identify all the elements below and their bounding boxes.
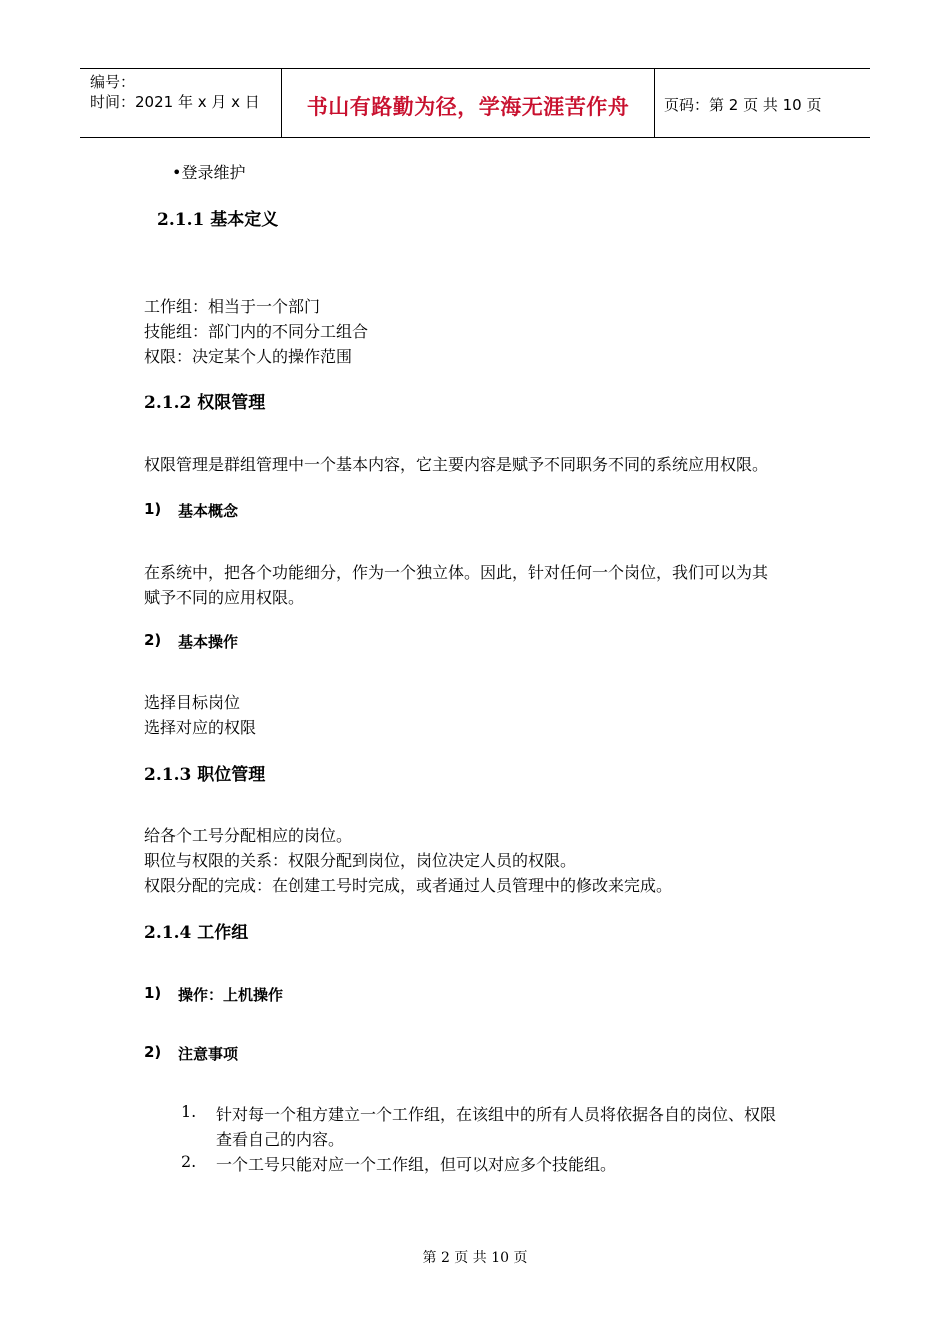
subheading-number: 2) — [144, 1043, 162, 1061]
section-heading-2-1-2: 2.1.2 权限管理 — [144, 393, 266, 413]
subheading-number: 2) — [144, 631, 162, 649]
subheading-operation: 操作：上机操作 — [178, 986, 284, 1004]
section-heading-2-1-1: 2.1.1 基本定义 — [157, 210, 279, 230]
header-page-cell — [655, 69, 870, 137]
list-item-number: 2. — [181, 1152, 197, 1171]
paragraph-line: 选择对应的权限 — [144, 718, 257, 737]
section-heading-2-1-4: 2.1.4 工作组 — [144, 923, 249, 943]
paragraph-line: 给各个工号分配相应的岗位。 — [144, 826, 353, 845]
bullet-item: •登录维护 — [172, 163, 246, 182]
number-label: 编号： — [90, 73, 136, 91]
subheading-notes: 注意事项 — [178, 1045, 239, 1063]
paragraph-line: 在系统中，把各个功能细分，作为一个独立体。因此，针对任何一个岗位，我们可以为其 — [144, 563, 769, 582]
paragraph-line: 权限：决定某个人的操作范围 — [144, 347, 353, 366]
list-item-line: 针对每一个租方建立一个工作组，在该组中的所有人员将依据各自的岗位、权限 — [216, 1105, 777, 1124]
paragraph-line: 权限分配的完成：在创建工号时完成，或者通过人员管理中的修改来完成。 — [144, 876, 673, 895]
page-label: 页码：第 2 页 共 10 页 — [664, 96, 822, 114]
header-motto-cell — [282, 69, 655, 137]
paragraph-line: 选择目标岗位 — [144, 693, 241, 712]
paragraph-line: 职位与权限的关系：权限分配到岗位，岗位决定人员的权限。 — [144, 851, 577, 870]
list-item-line: 查看自己的内容。 — [216, 1130, 345, 1149]
time-label: 时间：2021 年 x 月 x 日 — [90, 93, 260, 111]
subheading-basic-operation: 基本操作 — [178, 633, 239, 651]
paragraph-line: 赋予不同的应用权限。 — [144, 588, 305, 607]
list-item-number: 1. — [181, 1102, 197, 1121]
section-heading-2-1-3: 2.1.3 职位管理 — [144, 765, 266, 785]
subheading-number: 1) — [144, 984, 162, 1002]
paragraph-line: 工作组：相当于一个部门 — [144, 297, 321, 316]
list-item-line: 一个工号只能对应一个工作组，但可以对应多个技能组。 — [216, 1155, 617, 1174]
paragraph-line: 权限管理是群组管理中一个基本内容，它主要内容是赋予不同职务不同的系统应用权限。 — [144, 455, 769, 474]
paragraph-line: 技能组：部门内的不同分工组合 — [144, 322, 369, 341]
header-info-cell — [80, 69, 282, 137]
motto: 书山有路勤为径，学海无涯苦作舟 — [306, 95, 630, 119]
page-header — [80, 68, 870, 138]
page-footer: 第 2 页 共 10 页 — [422, 1250, 528, 1266]
subheading-basic-concept: 基本概念 — [178, 502, 239, 520]
subheading-number: 1) — [144, 500, 162, 518]
